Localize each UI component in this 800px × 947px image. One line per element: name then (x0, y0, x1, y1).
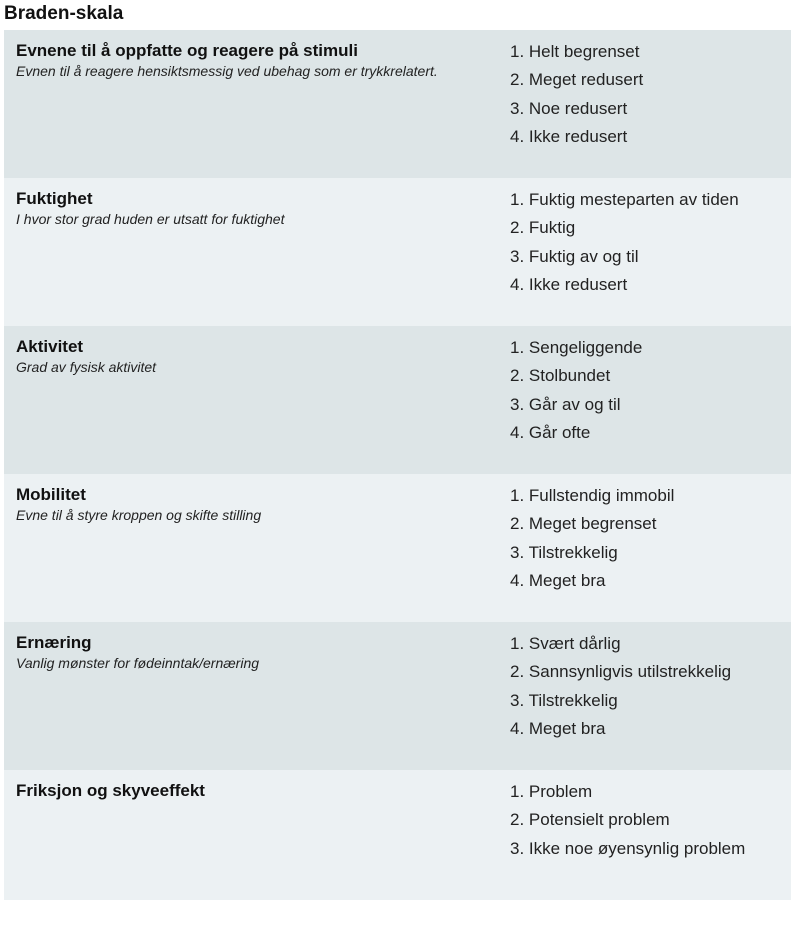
criterion-cell (16, 40, 496, 80)
braden-scale-table (4, 30, 791, 900)
option-item: 2. Meget begrenset (510, 514, 657, 534)
criterion-name: Fuktighet (16, 189, 93, 208)
table-row (4, 326, 791, 474)
option-item: 3. Tilstrekkelig (510, 542, 618, 562)
criterion-name: Friksjon og skyveeffekt (16, 781, 205, 800)
table-row (4, 622, 791, 770)
option-item: 3. Tilstrekkelig (510, 690, 618, 710)
criterion-description: Vanlig mønster for fødeinntak/ernæring (16, 655, 260, 671)
option-item: 1. Sengeliggende (510, 338, 643, 357)
option-item: 2. Potensielt problem (510, 810, 670, 830)
option-item: 1. Fullstendig immobil (510, 486, 675, 505)
option-item: 2. Stolbundet (510, 366, 611, 386)
page-title: Braden-skala (4, 3, 124, 24)
option-item: 3. Noe redusert (510, 98, 628, 118)
option-item: 4. Går ofte (510, 422, 591, 442)
criterion-cell (16, 188, 496, 228)
criterion-cell (16, 632, 496, 672)
option-item: 1. Problem (510, 782, 593, 801)
option-item: 2. Sannsynligvis utilstrekkelig (510, 662, 732, 682)
option-item: 4. Meget bra (510, 570, 606, 590)
options-list (510, 38, 643, 151)
table-row (4, 178, 791, 326)
table-row (4, 30, 791, 178)
option-item: 4. Ikke redusert (510, 274, 628, 294)
criterion-description: Evne til å styre kroppen og skifte stilling (16, 507, 262, 523)
option-item: 4. Ikke redusert (510, 126, 628, 146)
criterion-name: Mobilitet (16, 485, 86, 504)
option-item: 4. Meget bra (510, 718, 606, 738)
criterion-description: Evnen til å reagere hensiktsmessig ved ubehag som er trykkrelatert. (16, 63, 438, 79)
criterion-cell (16, 484, 496, 524)
option-item: 3. Går av og til (510, 394, 621, 414)
option-item: 1. Helt begrenset (510, 42, 640, 61)
options-list (510, 334, 642, 447)
options-list (510, 186, 739, 299)
options-list (510, 630, 731, 743)
criterion-name: Aktivitet (16, 337, 84, 356)
option-item: 3. Fuktig av og til (510, 246, 639, 266)
criterion-cell (16, 780, 496, 802)
criterion-description: I hvor stor grad huden er utsatt for fuktighet (16, 211, 285, 227)
option-item: 2. Meget redusert (510, 70, 644, 90)
criterion-name: Ernæring (16, 633, 92, 652)
criterion-name: Evnene til å oppfatte og reagere på stimuli (16, 41, 358, 60)
table-row (4, 474, 791, 622)
criterion-description: Grad av fysisk aktivitet (16, 359, 157, 375)
table-row (4, 770, 791, 900)
option-item: 1. Fuktig mesteparten av tiden (510, 190, 739, 209)
option-item: 1. Svært dårlig (510, 634, 621, 653)
option-item: 3. Ikke noe øyensynlig problem (510, 838, 746, 858)
criterion-cell (16, 336, 496, 376)
option-item: 2. Fuktig (510, 218, 576, 238)
options-list (510, 482, 674, 595)
options-list (510, 778, 745, 863)
